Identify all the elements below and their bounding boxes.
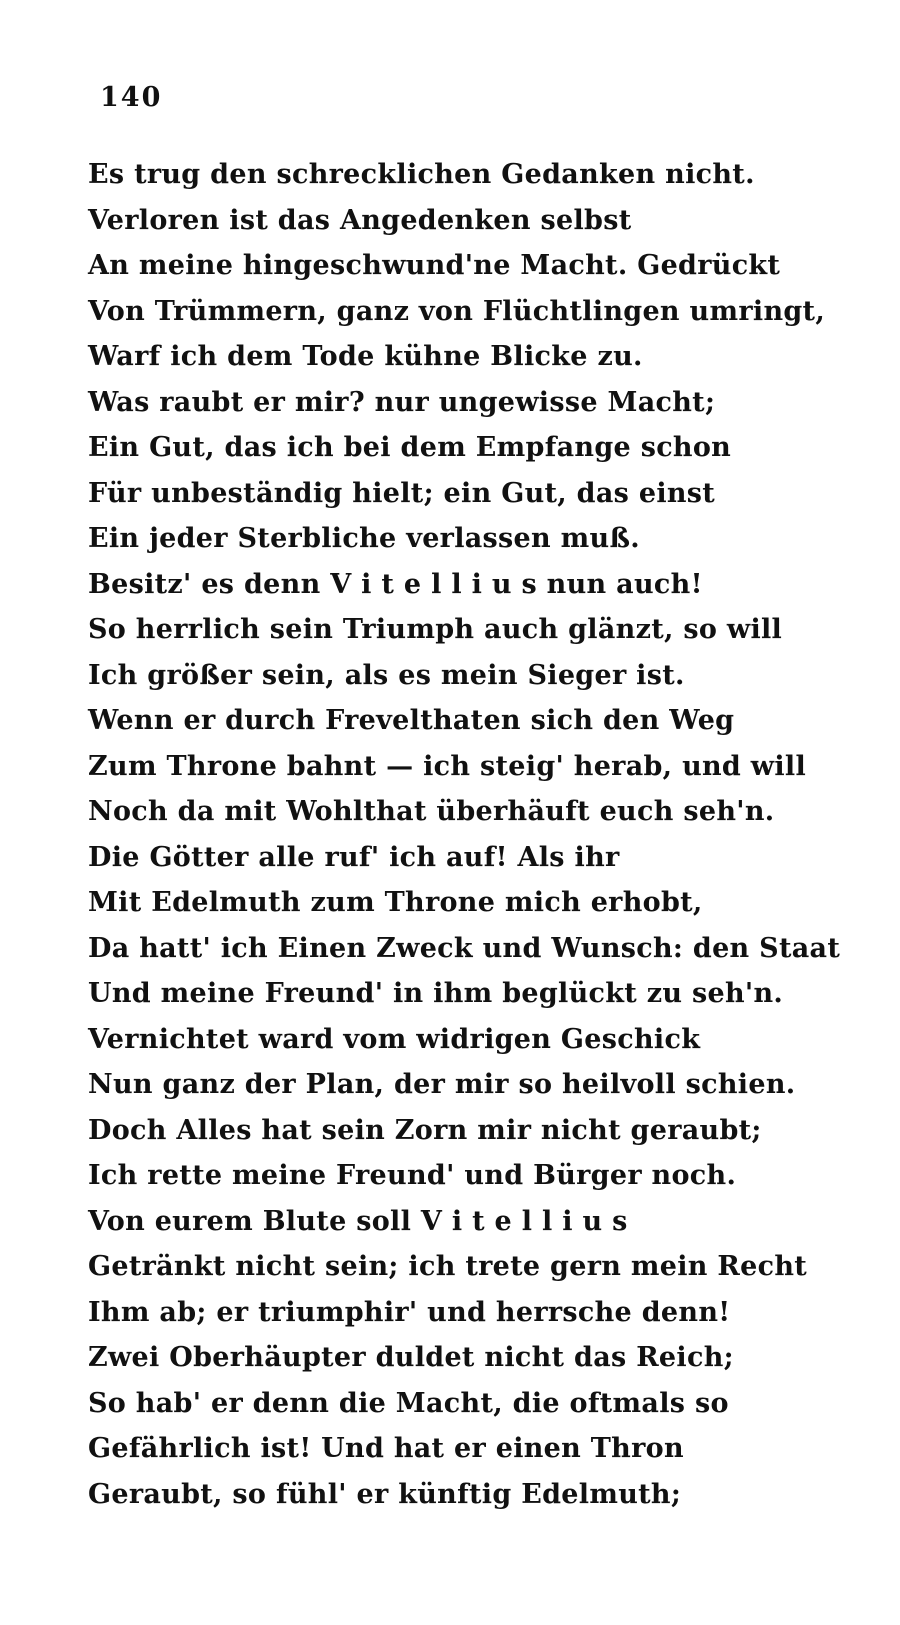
verse-line: Noch da mit Wohlthat überhäuft euch seh'n. (88, 796, 775, 827)
verse-line: Gefährlich ist! Und hat er einen Thron (88, 1433, 684, 1464)
verse-line: So herrlich sein Triumph auch glänzt, so will (88, 614, 783, 645)
verse-line: Da hatt' ich Einen Zweck und Wunsch: den Staat (88, 932, 841, 964)
verse-text (88, 152, 878, 1517)
verse-line: Was raubt er mir? nur ungewisse Macht; (88, 386, 716, 418)
verse-line: Ihm ab; er triumphir' und herrsche denn! (88, 1296, 731, 1328)
verse-line: Verloren ist das Angedenken selbst (88, 204, 632, 236)
verse-line: Die Götter alle ruf' ich auf! Als ihr (88, 841, 620, 873)
verse-line: Geraubt, so fühl' er künftig Edelmuth; (88, 1478, 682, 1510)
verse-line: So hab' er denn die Macht, die oftmals so (88, 1387, 729, 1419)
verse-line: Ich größer sein, als es mein Sieger ist. (88, 659, 685, 691)
verse-line: Ein jeder Sterbliche verlassen muß. (88, 523, 640, 554)
page-number: 140 (100, 82, 163, 113)
verse-line: Ein Gut, das ich bei dem Empfange schon (88, 432, 732, 463)
verse-line: Nun ganz der Plan, der mir so heilvoll schien. (88, 1069, 796, 1100)
verse-line: Zwei Oberhäupter duldet nicht das Reich; (88, 1342, 734, 1373)
verse-line: Und meine Freund' in ihm beglückt zu seh'n. (88, 978, 784, 1009)
verse-line: Zum Throne bahnt — ich steig' herab, und will (88, 750, 807, 782)
verse-line: Warf ich dem Tode kühne Blicke zu. (88, 341, 643, 372)
verse-line: Es trug den schrecklichen Gedanken nicht. (88, 159, 755, 190)
verse-line: Doch Alles hat sein Zorn mir nicht geraubt; (88, 1114, 762, 1146)
verse-line: Wenn er durch Frevelthaten sich den Weg (88, 705, 735, 736)
verse-line: Besitz' es denn V i t e l l i u s nun auch! (88, 568, 703, 600)
verse-line: Von Trümmern, ganz von Flüchtlingen umringt, (88, 295, 826, 327)
verse-line: Für unbeständig hielt; ein Gut, das einst (88, 477, 716, 509)
verse-line: Ich rette meine Freund' und Bürger noch. (88, 1160, 737, 1191)
verse-line: Vernichtet ward vom widrigen Geschick (88, 1023, 701, 1055)
verse-line: Getränkt nicht sein; ich trete gern mein Recht (88, 1251, 808, 1282)
verse-line: An meine hingeschwund'ne Macht. Gedrückt (88, 250, 781, 281)
verse-line: Von eurem Blute soll V i t e l l i u s (88, 1205, 628, 1237)
verse-line: Mit Edelmuth zum Throne mich erhobt, (88, 887, 703, 918)
